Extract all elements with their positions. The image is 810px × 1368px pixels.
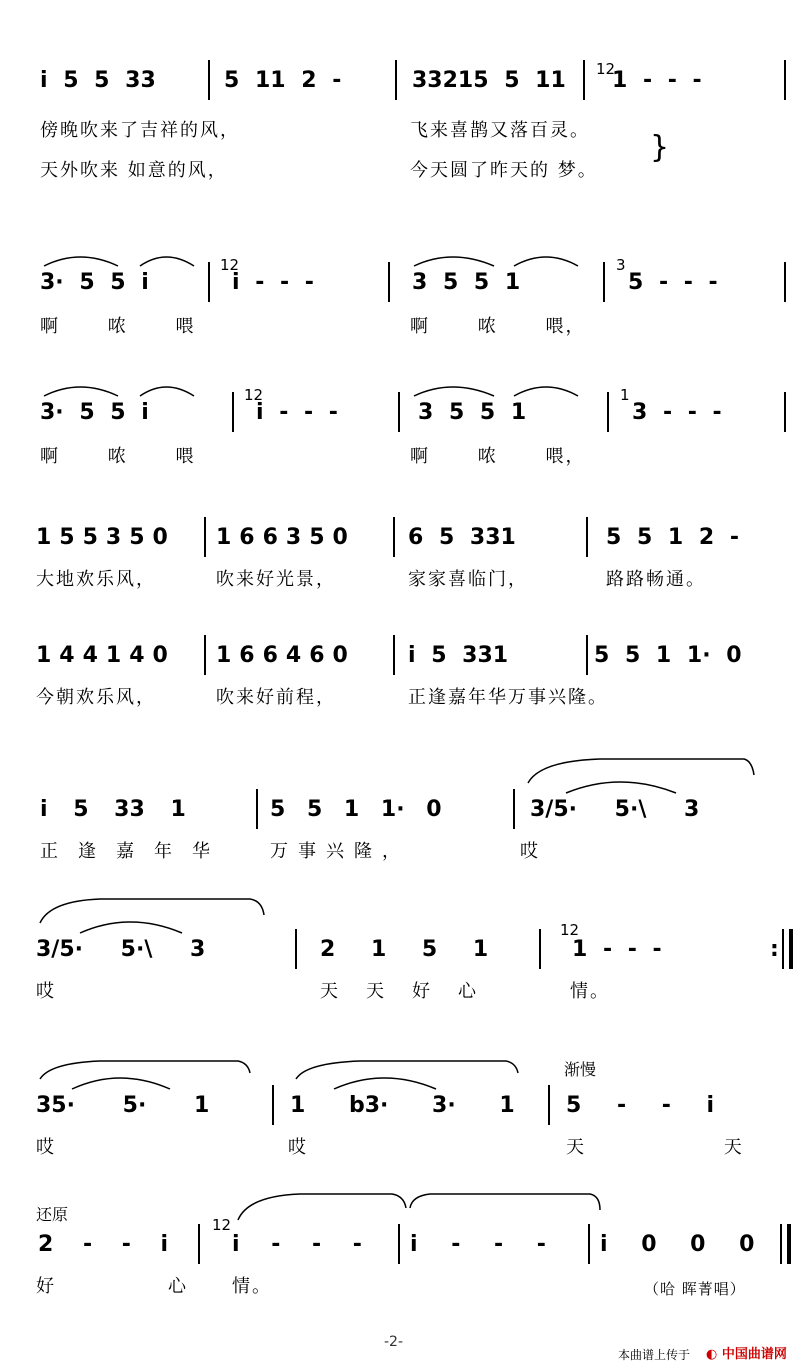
lyric-6c: 哎 [520,841,540,862]
segment-5-2: 166460 [216,643,356,668]
grace-note: 3 [616,256,626,274]
lyric-7c: 情。 [570,981,610,1002]
grace-note: 12 [560,921,580,939]
segment-9-4: i 0 0 0 [600,1232,755,1257]
score-line-6 [0,797,810,867]
logo-icon: ◐ [706,1347,718,1362]
grace-note: 12 [244,386,264,404]
lyric-6b: 万事兴隆， [270,841,410,862]
barline [603,262,605,302]
segment-9-1: 2 - - i [38,1232,169,1257]
barline [588,1224,590,1264]
segment-2-3: 3 5 5 1 [412,270,521,295]
barline [198,1224,200,1264]
segment-4-3: 6 5 331 [408,525,516,550]
segment-8-3: 5 - - i [566,1093,715,1118]
lyric-8b: 哎 [288,1137,308,1158]
tempo-marking: 渐慢 [564,1060,597,1079]
lyric-9b: 心 [168,1276,188,1297]
segment-4-4: 5 5 1 2 - [606,525,739,550]
score-line-5 [0,643,810,713]
lyric-1a: 傍晚吹来了吉祥的风， [40,120,240,141]
lyric-2b: 啊 哝 喂， [410,316,586,337]
barline [393,635,395,675]
segment-8-1: 35· 5· 1 [36,1093,210,1118]
brace: } [650,130,672,165]
segment-2-4: 5 - - - [628,270,718,295]
segment-7-2: 2 1 5 1 [320,937,489,962]
segment-1-1: i 5 5 33 [40,68,156,93]
segment-3-4: 3 - - - [632,400,722,425]
barline [256,789,258,829]
grace-note: 1 [620,386,630,404]
segment-5-1: 144140 [36,643,176,668]
barline [780,1224,782,1264]
segment-4-1: 155350 [36,525,176,550]
lyric-3a: 啊 哝 喂 [40,446,196,467]
lyric-6a: 正逢嘉年华 [40,841,230,862]
lyric-2a: 啊 哝 喂 [40,316,196,337]
barline [395,60,397,100]
barline [204,635,206,675]
barline [393,517,395,557]
segment-4-2: 166350 [216,525,356,550]
barline [586,517,588,557]
lyric-7a: 哎 [36,981,56,1002]
barline [232,392,234,432]
barline [272,1085,274,1125]
performer-credit: （哈 晖菁唱） [644,1280,746,1298]
lyric-3b: 啊 哝 喂， [410,446,586,467]
barline [398,1224,400,1264]
barline [784,392,786,432]
grace-note: 12 [212,1216,232,1234]
lyric-8a: 哎 [36,1137,56,1158]
segment-6-2: 5 5 1 1· 0 [270,797,442,822]
upload-credit: 本曲谱上传于 [618,1348,691,1362]
site-name: 中国曲谱网 [721,1347,787,1362]
barline [787,1224,791,1264]
segment-2-1: 3· 5 5 i [40,270,149,295]
segment-3-2: i - - - [256,400,338,425]
score-line-2 [0,256,810,350]
segment-6-1: i 5 33 1 [40,797,186,822]
segment-6-3: 3/5· 5·\ 3 [530,797,700,822]
barline [789,929,793,969]
barline [586,635,588,675]
barline [784,60,786,100]
segment-7-1: 3/5· 5·\ 3 [36,937,206,962]
barline [513,789,515,829]
grace-note: 12 [596,60,616,78]
segment-5-4: 5 5 1 1· 0 [594,643,742,668]
score-line-7 [0,921,810,1007]
score-line-8 [0,1060,810,1163]
tempo-marking: 还原 [36,1205,69,1224]
segment-8-2: 1 b3· 3· 1 [290,1093,515,1118]
lyric-5a: 今朝欢乐风， [36,687,156,708]
segment-1-4: 1 - - - [612,68,702,93]
segment-1-2: 5 11 2 - [224,68,342,93]
lyric-7b: 天天好心 [320,981,504,1002]
segment-5-3: i 5 331 [408,643,509,668]
grace-note: 12 [220,256,240,274]
score-line-3 [0,386,810,480]
barline [208,60,210,100]
score-line-4 [0,525,810,595]
barline [398,392,400,432]
lyric-5b: 吹来好前程， [216,687,336,708]
segment-1-3: 33215 5 11 [412,68,566,93]
repeat-sign: : [770,937,779,962]
lyric-9c: 情。 [232,1276,272,1297]
segment-3-3: 3 5 5 1 [418,400,527,425]
lyric-4b: 吹来好光景， [216,569,336,590]
barline [607,392,609,432]
lyric-1d: 今天圆了昨天的 梦。 [410,160,598,181]
lyric-4a: 大地欢乐风， [36,569,156,590]
lyric-9a: 好 [36,1276,56,1297]
barline [583,60,585,100]
lyric-8c: 天 天 [566,1137,744,1158]
site-logo [706,1343,787,1362]
barline [204,517,206,557]
lyric-4d: 路路畅通。 [606,569,706,590]
score-line-9 [0,1205,810,1322]
segment-3-1: 3· 5 5 i [40,400,149,425]
lyric-1c: 天外吹来 如意的风， [40,160,228,181]
score-line-1 [0,60,810,188]
barline [388,262,390,302]
lyric-5c: 正逢嘉年华万事兴隆。 [408,687,608,708]
lyric-1b: 飞来喜鹊又落百灵。 [410,120,590,141]
lyric-4c: 家家喜临门， [408,569,528,590]
barline [782,929,784,969]
barline [295,929,297,969]
segment-2-2: i - - - [232,270,314,295]
barline [539,929,541,969]
segment-9-2: i - - - [232,1232,362,1257]
barline [784,262,786,302]
barline [548,1085,550,1125]
segment-7-3: 1 - - - [572,937,662,962]
barline [208,262,210,302]
segment-9-3: i - - - [410,1232,546,1257]
page-number: -2- [384,1334,404,1350]
